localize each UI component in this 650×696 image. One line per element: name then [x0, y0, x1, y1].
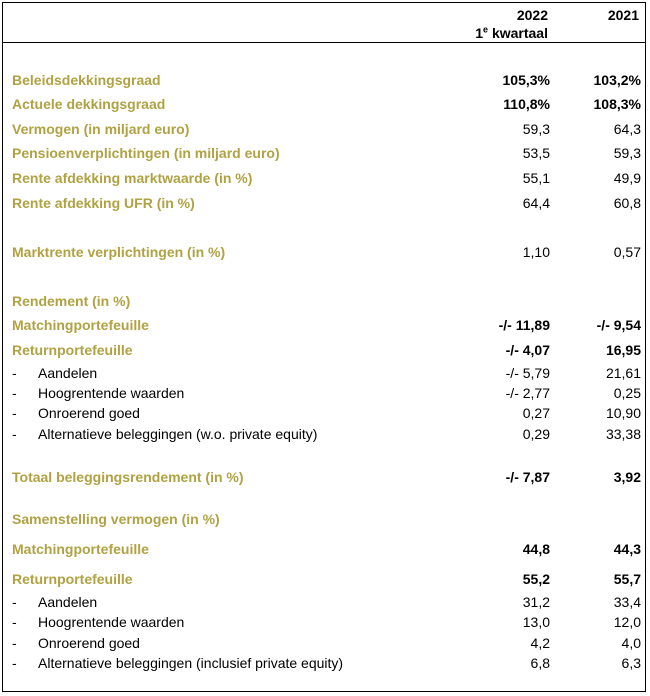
- value-2021: 12,0: [613, 614, 641, 630]
- value-2021: 108,3%: [593, 96, 641, 112]
- table-row: [0, 467, 650, 487]
- value-2022: -/- 5,79: [505, 365, 550, 381]
- bullet-dash: -: [12, 655, 17, 671]
- section-heading-samenstelling: [0, 509, 650, 529]
- table-row: [0, 403, 650, 423]
- table-row: [0, 119, 650, 139]
- table-row: [0, 653, 650, 673]
- value-2022: -/- 4,07: [505, 342, 550, 358]
- table-row: [0, 143, 650, 163]
- value-2022: 0,27: [522, 405, 550, 421]
- value-2022: -/- 2,77: [505, 385, 550, 401]
- table-row: [0, 315, 650, 335]
- row-label: Beleidsdekkingsgraad: [12, 72, 161, 88]
- value-2021: 3,92: [613, 469, 641, 485]
- row-label: Returnportefeuille: [12, 571, 133, 587]
- table-row: [0, 383, 650, 403]
- row-label: Matchingportefeuille: [12, 541, 149, 557]
- section-heading-label: Rendement (in %): [12, 293, 131, 309]
- value-2021: 33,4: [613, 594, 641, 610]
- value-2022: 105,3%: [502, 72, 550, 88]
- table-row: [0, 424, 650, 444]
- row-label: Returnportefeuille: [12, 342, 133, 358]
- bullet-dash: -: [12, 594, 17, 610]
- table-row: [0, 168, 650, 188]
- row-label: Onroerend goed: [38, 405, 140, 421]
- header-divider: [2, 42, 646, 43]
- value-2022: 4,2: [530, 635, 550, 651]
- bullet-dash: -: [12, 426, 17, 442]
- row-label: Alternatieve beleggingen (inclusief private equity): [38, 655, 344, 671]
- row-label: Aandelen: [38, 365, 98, 381]
- value-2022: 1,10: [522, 244, 550, 260]
- value-2021: 55,7: [613, 571, 641, 587]
- row-label: Alternatieve beleggingen (w.o. private equity): [38, 426, 318, 442]
- table-row: [0, 70, 650, 90]
- value-2022: 44,8: [522, 541, 550, 557]
- table-row: [0, 340, 650, 360]
- value-2021: 44,3: [613, 541, 641, 557]
- table-row: [0, 94, 650, 114]
- value-2021: 16,95: [605, 342, 641, 358]
- column-header-2021: 2021: [607, 7, 639, 23]
- value-2021: 10,90: [605, 405, 641, 421]
- row-label: Aandelen: [38, 594, 98, 610]
- value-2022: 31,2: [522, 594, 550, 610]
- value-2022: -/- 7,87: [505, 469, 550, 485]
- value-2021: 4,0: [621, 635, 641, 651]
- table-row: [0, 242, 650, 262]
- value-2022: 55,2: [522, 571, 550, 587]
- bullet-dash: -: [12, 635, 17, 651]
- value-2022: 13,0: [522, 614, 550, 630]
- bullet-dash: -: [12, 385, 17, 401]
- row-label: Hoogrentende waarden: [38, 385, 185, 401]
- value-2022: 0,29: [522, 426, 550, 442]
- table-row: [0, 633, 650, 653]
- value-2021: 60,8: [613, 195, 641, 211]
- column-header-2022-subtitle: 1e kwartaal: [475, 24, 548, 41]
- column-header-2022: 2022: [516, 7, 548, 23]
- row-label: Rente afdekking marktwaarde (in %): [12, 170, 253, 186]
- table-row: [0, 612, 650, 632]
- bullet-dash: -: [12, 405, 17, 421]
- value-2022: 55,1: [522, 170, 550, 186]
- table-row: [0, 539, 650, 559]
- value-2021: 64,3: [613, 121, 641, 137]
- value-2022: 6,8: [530, 655, 550, 671]
- value-2022: 59,3: [522, 121, 550, 137]
- row-label: Actuele dekkingsgraad: [12, 96, 166, 112]
- row-label: Rente afdekking UFR (in %): [12, 195, 195, 211]
- value-2021: -/- 9,54: [596, 317, 641, 333]
- table-row: [0, 363, 650, 383]
- row-label: Totaal beleggingsrendement (in %): [12, 469, 244, 485]
- section-heading-label: Samenstelling vermogen (in %): [12, 511, 220, 527]
- bullet-dash: -: [12, 614, 17, 630]
- value-2021: 6,3: [621, 655, 641, 671]
- value-2021: 59,3: [613, 145, 641, 161]
- section-heading-rendement: [0, 291, 650, 311]
- table-row: [0, 193, 650, 213]
- row-label: Onroerend goed: [38, 635, 140, 651]
- value-2021: 33,38: [605, 426, 641, 442]
- value-2021: 21,61: [605, 365, 641, 381]
- value-2022: -/- 11,89: [498, 317, 550, 333]
- table-row: [0, 592, 650, 612]
- value-2022: 64,4: [522, 195, 550, 211]
- value-2021: 0,57: [613, 244, 641, 260]
- value-2021: 0,25: [613, 385, 641, 401]
- row-label: Hoogrentende waarden: [38, 614, 185, 630]
- row-label: Marktrente verplichtingen (in %): [12, 244, 226, 260]
- row-label: Vermogen (in miljard euro): [12, 121, 190, 137]
- row-label: Pensioenverplichtingen (in miljard euro): [12, 145, 280, 161]
- row-label: Matchingportefeuille: [12, 317, 149, 333]
- bullet-dash: -: [12, 365, 17, 381]
- value-2022: 110,8%: [503, 96, 550, 112]
- value-2022: 53,5: [522, 145, 550, 161]
- value-2021: 49,9: [613, 170, 641, 186]
- table-row: [0, 569, 650, 589]
- value-2021: 103,2%: [593, 72, 641, 88]
